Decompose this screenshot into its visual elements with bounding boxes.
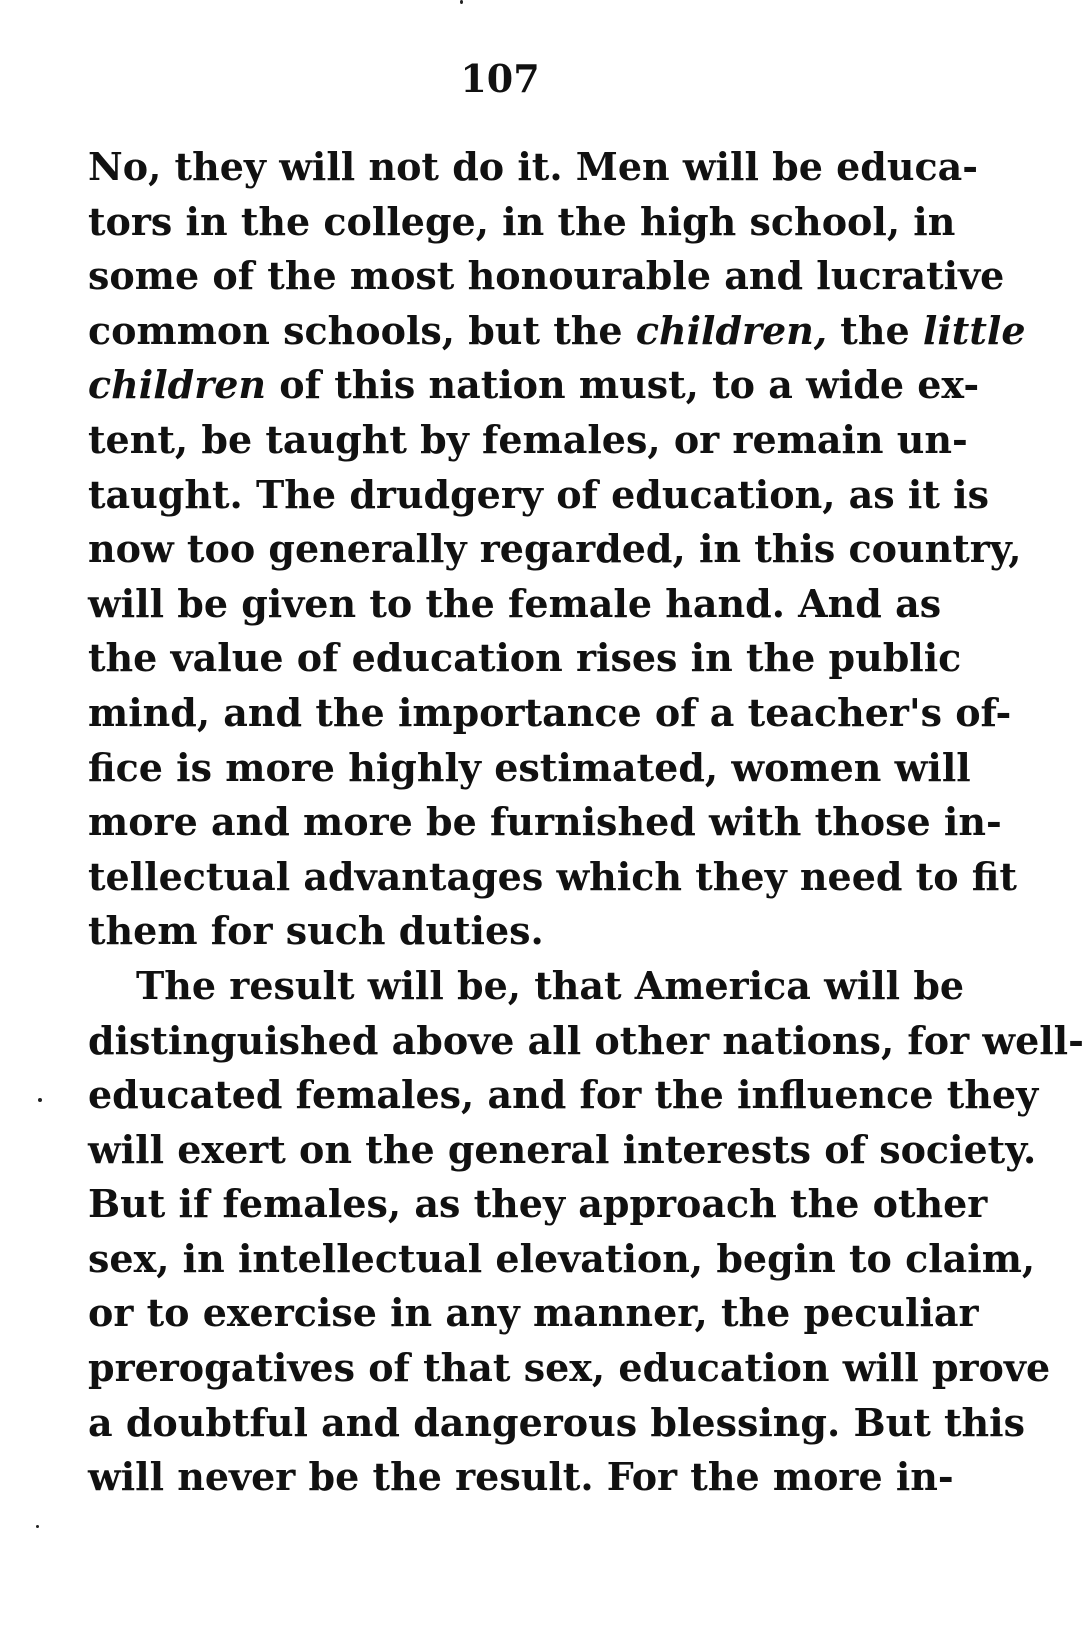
scan-speck <box>38 1098 42 1102</box>
text-run: of this nation must, to a wide ex- <box>266 362 980 408</box>
text-run: No, they will not do it. Men will be educa- <box>88 144 979 189</box>
text-line <box>88 850 1017 905</box>
text-line <box>88 1123 1037 1178</box>
text-line <box>88 1177 988 1232</box>
text-run: the <box>827 307 923 353</box>
text-run: the value of education rises in the public <box>88 635 962 681</box>
text-run: mind, and the importance of a teacher's of- <box>88 689 1012 735</box>
text-line <box>88 468 989 523</box>
text-line <box>88 249 1005 304</box>
text-line <box>88 959 965 1014</box>
text-line <box>88 358 980 413</box>
text-run: them for such duties. <box>88 908 544 954</box>
text-run: will exert on the general interests of society. <box>88 1126 1037 1172</box>
text-run: tors in the college, in the high school, in <box>88 198 956 244</box>
body-text <box>88 140 1084 1505</box>
text-line <box>88 1014 1084 1069</box>
text-line <box>88 686 1012 741</box>
text-line <box>88 577 942 632</box>
text-line <box>88 304 1026 359</box>
text-run: will never be the result. For the more in- <box>88 1454 954 1500</box>
text-run: The result will be, that America will be <box>136 962 965 1008</box>
text-run: more and more be furnished with those in- <box>88 799 1002 845</box>
page-number: 107 <box>460 56 540 101</box>
text-run: or to exercise in any manner, the peculiar <box>88 1290 979 1336</box>
text-line <box>88 1068 1039 1123</box>
text-run: tent, be taught by females, or remain un- <box>88 416 968 462</box>
text-line <box>88 522 1022 577</box>
text-run: educated females, and for the influence they <box>88 1072 1039 1118</box>
text-line <box>88 413 968 468</box>
text-line <box>88 195 956 250</box>
italic-text: children, <box>635 307 828 353</box>
italic-text: little <box>922 307 1026 353</box>
text-line <box>88 1232 1036 1287</box>
text-run: some of the most honourable and lucrative <box>88 253 1005 299</box>
text-line <box>88 795 1002 850</box>
text-run: But if females, as they approach the other <box>88 1181 988 1227</box>
scan-speck <box>460 0 463 4</box>
text-run: tellectual advantages which they need to fit <box>88 853 1017 899</box>
text-line <box>88 140 979 195</box>
text-line <box>88 1450 954 1505</box>
text-line <box>88 1341 1051 1396</box>
text-run: a doubtful and dangerous blessing. But this <box>88 1399 1025 1445</box>
scan-speck <box>36 1525 39 1528</box>
text-line <box>88 741 971 796</box>
text-run: taught. The drudgery of education, as it is <box>88 471 989 517</box>
text-run: prerogatives of that sex, education will prove <box>88 1345 1051 1391</box>
italic-text: children <box>88 362 267 408</box>
text-run: will be given to the female hand. And as <box>88 580 942 626</box>
text-run: sex, in intellectual elevation, begin to claim, <box>88 1235 1036 1281</box>
text-line <box>88 631 962 686</box>
text-run: distinguished above all other nations, for well- <box>88 1017 1084 1063</box>
text-line <box>88 1396 1025 1451</box>
text-run: fice is more highly estimated, women will <box>88 744 971 790</box>
text-line <box>88 1286 979 1341</box>
text-line <box>88 904 908 959</box>
text-run: now too generally regarded, in this country, <box>88 526 1022 572</box>
text-run: common schools, but the <box>88 307 636 353</box>
